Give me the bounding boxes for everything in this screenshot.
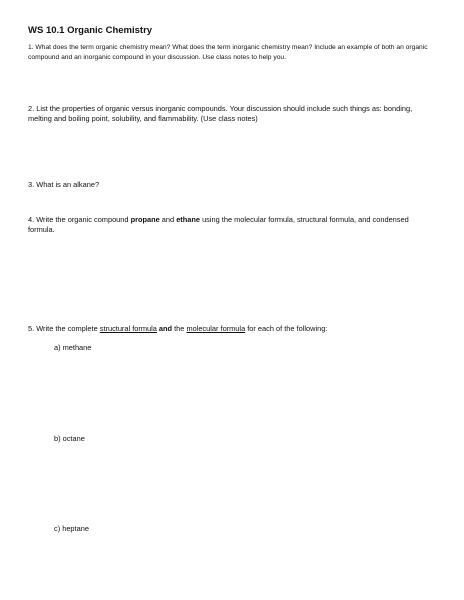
question-5-molecular-formula: molecular formula [186, 324, 246, 333]
question-2: 2. List the properties of organic versus inorganic compounds. Your discussion should include such things as: bonding, melting and boiling point, solubility, and flammability. (Use class notes) [28, 104, 413, 123]
question-5 [28, 324, 436, 334]
question-3: 3. What is an alkane? [28, 180, 100, 189]
question-4-text-end: using the molecular formula, structural formula, and condensed formula. [28, 215, 409, 234]
question-5-text-end: for each of the following: [245, 324, 328, 333]
question-4-text-start: 4. Write the organic compound [28, 215, 131, 224]
question-5-structural-formula: structural formula [99, 324, 157, 333]
question-5-text-start: 5. Write the complete [28, 324, 100, 333]
question-4-ethane: ethane [176, 215, 201, 224]
question-5-the: the [172, 324, 187, 333]
question-5-item-octane: b) octane [54, 434, 85, 443]
question-5-and: and [158, 324, 173, 333]
question-4 [28, 215, 436, 235]
question-5-item-heptane: c) heptane [54, 524, 89, 533]
question-1: 1. What does the term organic chemistry mean? What does the term inorganic chemistry mean? Include an example of both an organic compound and an inorganic compound in your discussion. Use class notes to help you. [28, 44, 428, 61]
question-5-item-methane: a) methane [54, 343, 92, 352]
worksheet-title: WS 10.1 Organic Chemistry [28, 25, 153, 36]
question-4-and: and [159, 215, 177, 224]
question-4-propane: propane [130, 215, 160, 224]
